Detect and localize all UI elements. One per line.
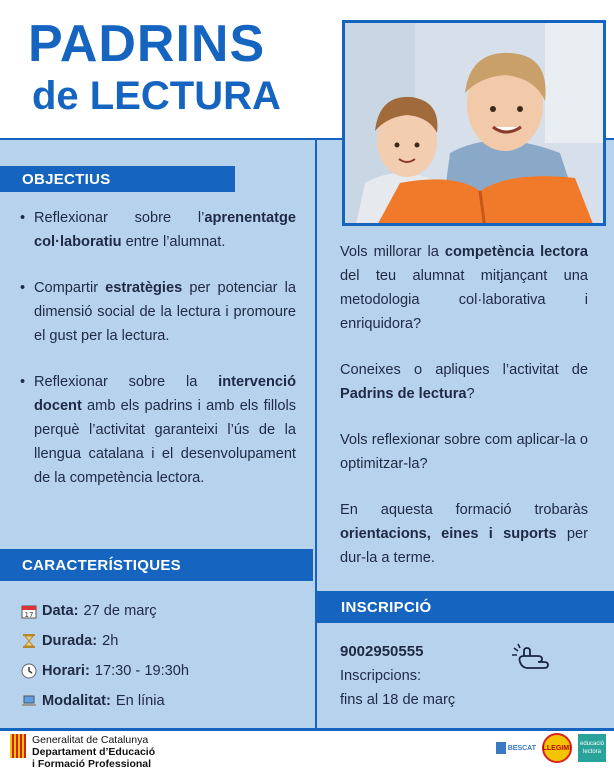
calendar-icon [20, 602, 38, 620]
llegim-logo: LLEGIM! [542, 733, 572, 763]
gencat-line2: Departament d’Educació [32, 746, 156, 758]
title-line2: de LECTURA [32, 74, 281, 118]
description [340, 240, 588, 592]
page-title [28, 15, 281, 118]
partner-logos [496, 733, 606, 763]
inscripcio-heading [317, 591, 614, 623]
senyera-icon [10, 734, 26, 758]
horari-row: Horari: 17:30 - 19:30h [20, 656, 310, 686]
inscripcio-deadline: fins al 18 de març [340, 692, 456, 708]
list-item: • Compartir estratègies per potenciar la dimensió social de la lectura i promoure el gust per la lectura. [20, 276, 296, 348]
durada-row: Durada: 2h [20, 626, 310, 656]
list-item: • Reflexionar sobre la intervenció docent amb els padrins i amb els fillols perquè l’activitat garanteixi l’ús de la llengua catalana i el desenvolupament de la competència lectora. [20, 370, 296, 490]
bescat-logo: BESCAT [496, 742, 536, 754]
paragraph: Vols reflexionar sobre com aplicar-la o optimitzar-la? [340, 432, 588, 472]
educacio-lectora-logo: educació lectora [578, 734, 606, 762]
inscripcio-heading-text: INSCRIPCIÓ [341, 598, 432, 616]
paragraph: Vols millorar la competència lectora del teu alumnat mitjançant una metodologia col·laborativa i enriquidora? [340, 244, 588, 332]
laptop-icon [20, 692, 38, 710]
list-item: • Reflexionar sobre l’aprenentatge col·laboratiu entre l’alumnat. [20, 206, 296, 254]
hourglass-icon [20, 632, 38, 650]
objectius-heading-text: OBJECTIUS [22, 170, 111, 188]
modalitat-row: Modalitat: En línia [20, 686, 310, 716]
title-line1: PADRINS [28, 15, 266, 73]
gencat-line1: Generalitat de Catalunya [32, 734, 149, 746]
gencat-logo [10, 734, 155, 769]
footer-divider [0, 728, 614, 731]
inscripcio-label: Inscripcions: [340, 668, 422, 684]
caracteristiques-heading-text: CARACTERÍSTIQUES [22, 556, 181, 574]
inscripcio-info [340, 640, 600, 712]
clock-icon [20, 662, 38, 680]
paragraph: En aquesta formació trobaràs orientacions, eines i suports per dur-la a terme. [340, 502, 588, 566]
objectius-heading [0, 166, 235, 192]
paragraph: Coneixes o apliques l’activitat de Padrins de lectura? [340, 362, 588, 402]
children-reading-illustration [345, 23, 606, 226]
tap-hand-icon [510, 642, 552, 677]
phone-number[interactable]: 9002950555 [340, 643, 424, 660]
hero-photo [342, 20, 606, 226]
objectius-list [20, 206, 296, 512]
caracteristiques-heading [0, 549, 313, 581]
caracteristiques-list [20, 596, 310, 716]
data-row: 17 Data: 27 de març [20, 596, 310, 626]
svg-text:17: 17 [24, 611, 34, 619]
gencat-line3: i Formació Professional [32, 758, 152, 769]
